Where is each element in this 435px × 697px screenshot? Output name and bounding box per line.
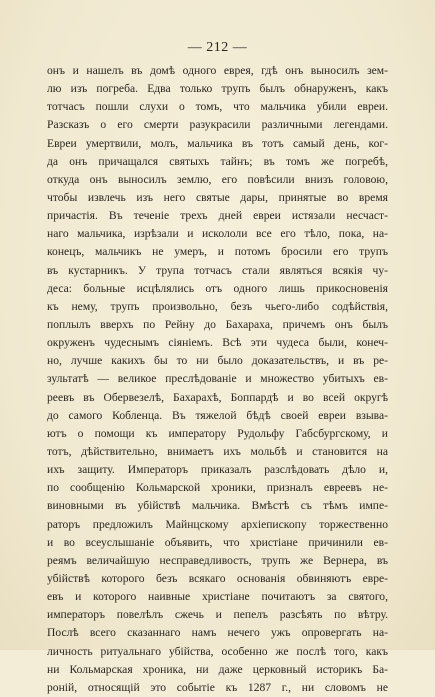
text-line: виновными въ убійствѣ мальчика. Вмѣстѣ съ тѣмъ импе- [47, 499, 388, 513]
text-line: ютъ о помощи къ императору Рудольфу Габсбургскому, и [47, 426, 388, 440]
text-line: причастія. Въ теченіе трехъ дней евреи истязали несчаст- [47, 209, 388, 223]
text-line: по сообщенію Кольмарской хроники, призналъ евреевъ не- [47, 481, 388, 495]
text-line: чтобы извлечь изъ него святые дары, принятые во время [47, 190, 388, 204]
text-line: императоръ повелѣлъ сжечь и пепелъ разсѣять по вѣтру. [47, 608, 388, 622]
text-line: реямъ величайшую несправедливость, трупъ же Вернера, въ [47, 553, 388, 567]
text-line: раторъ предложилъ Майнцскому архіепископу торжественно [47, 517, 388, 531]
body-text [47, 62, 388, 697]
text-line: Послѣ всего сказаннаго намъ нечего ужъ опровергать на- [47, 626, 388, 640]
text-line: до самого Кобленца. Въ тяжелой бѣдѣ своей евреи взыва- [47, 408, 388, 422]
text-line: деса: больные исцѣлялись отъ одного лишь прикосновенія [47, 281, 388, 295]
text-line: онъ и нашелъ въ домѣ одного еврея, гдѣ онъ выносилъ зем- [47, 64, 388, 77]
text-line: но, лучше какихъ бы то ни было доказательствъ, и въ ре- [47, 354, 388, 368]
text-line: реевъ въ Обервезелѣ, Бахарахѣ, Боппардѣ и во всей округѣ [47, 390, 388, 404]
text-line: и во всеуслышаніе объявить, что христіане причинили ев- [47, 535, 388, 549]
text-line: въ кустарникъ. У трупа тотчасъ стали являться всякія чу- [47, 263, 388, 277]
text-line: тотчасъ пошли слухи о томъ, что мальчика убили евреи. [47, 100, 388, 114]
text-line: зультатѣ — великое преслѣдованіе и множество убитыхъ ев- [47, 372, 388, 386]
text-line: наго мальчика, изрѣзали и искололи все его тѣло, пока, на- [47, 227, 388, 241]
text-line: личность ритуальнаго убійства, особенно же послѣ того, какъ [47, 644, 388, 658]
text-line: тотъ, дѣйствительно, внимаетъ ихъ мольбѣ и становится на [47, 444, 388, 458]
text-line: къ нему, трупъ произвольно, безъ чьего-либо содѣйствія, [47, 299, 388, 313]
text-line: да онъ причащался святыхъ тайнъ; въ томъ же погребѣ, [47, 154, 388, 168]
text-line: откуда онъ выносилъ землю, его повѣсили внизъ головою, [47, 172, 388, 186]
text-line: лю изъ погреба. Едва только трупъ былъ обнаруженъ, какъ [47, 82, 388, 96]
text-line: роній, относящій это событіе къ 1287 г., ни словомъ не [47, 680, 388, 694]
text-line: поплылъ вверхъ по Рейну до Бахараха, причемъ онъ былъ [47, 317, 388, 331]
page-number: — 212 — [187, 40, 248, 55]
text-line: конецъ, мальчикъ не умеръ, и потомъ бросили его трупъ [47, 245, 388, 259]
text-line: ихъ защиту. Императоръ приказалъ разслѣдовать дѣло и, [47, 463, 388, 477]
text-line: окруженъ чудеснымъ сіяніемъ. Всѣ эти чудеса были, конеч- [47, 336, 388, 350]
text-line: евъ и которого наивные христіане почитаютъ за святого, [47, 590, 388, 604]
text-line: убійствѣ которого безъ всякаго основанія обвиняютъ евре- [47, 571, 388, 585]
text-line: Разсказъ о его смерти разукрасили различными легендами. [47, 118, 388, 132]
text-line: ни Кольмарская хроника, ни даже церковный историкъ Ба- [47, 662, 388, 676]
text-line: Евреи умертвили, молъ, мальчика въ тотъ самый день, ког- [47, 136, 388, 150]
